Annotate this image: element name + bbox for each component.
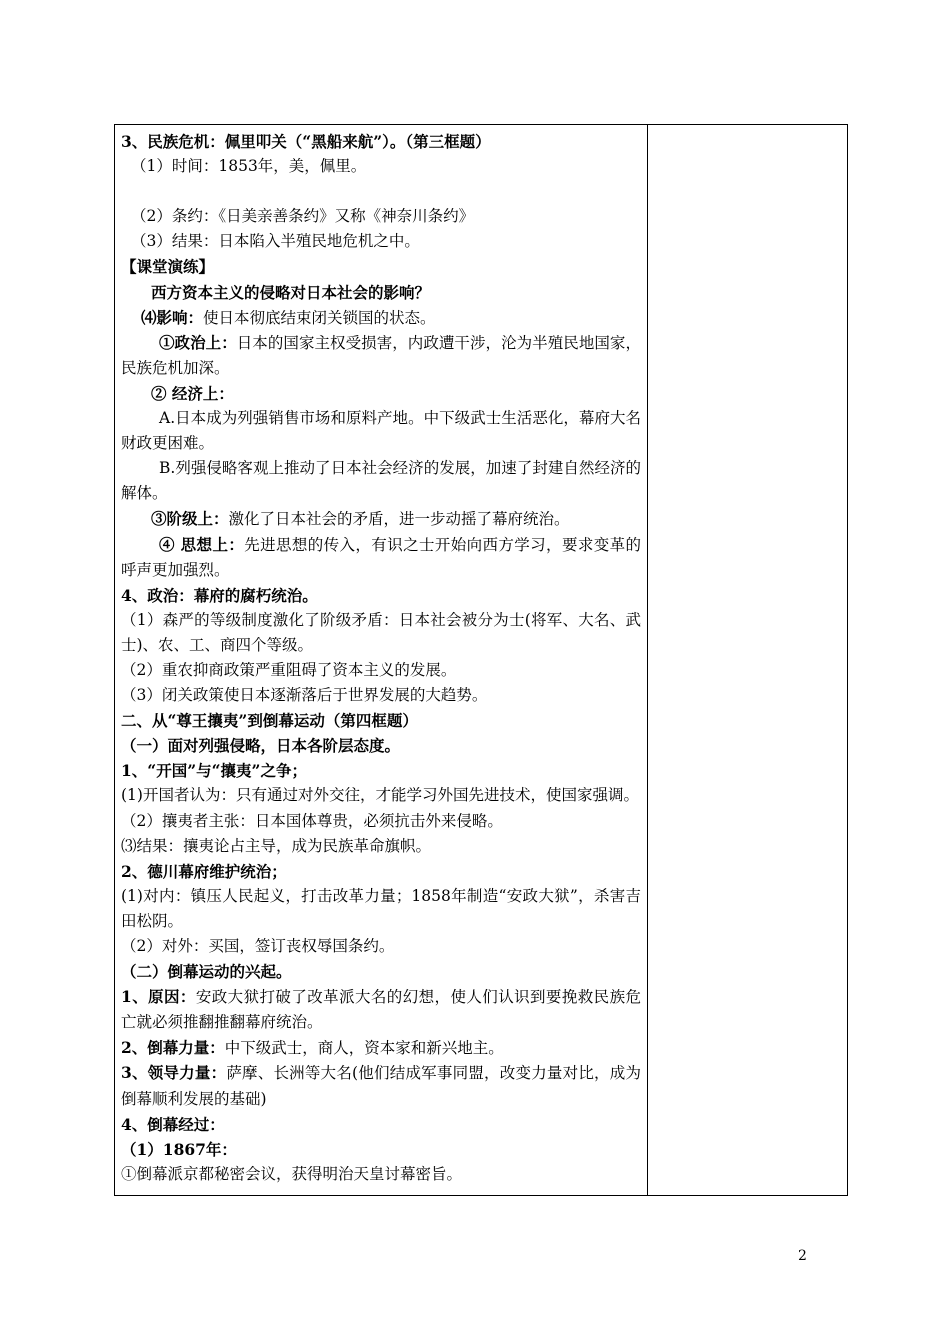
- text: 激化了日本社会的矛盾，进一步动摇了幕府统治。: [228, 510, 570, 529]
- subheading: 4、倒幕经过：: [121, 1114, 225, 1134]
- text: 使日本彻底结束闭关锁国的状态。: [203, 308, 436, 327]
- text-line: （2）攘夷者主张：日本国体尊贵，必须抗击外来侵略。: [121, 811, 503, 830]
- text-line: (1)开国者认为：只有通过对外交往，才能学习外国先进技术，使国家强调。: [121, 786, 639, 805]
- column-divider: [647, 125, 648, 1195]
- page-number: 2: [798, 1248, 807, 1264]
- notes-table: [114, 124, 848, 1196]
- text-line: [121, 506, 641, 531]
- text: 日本的国家主权受损害，内政遭干涉，沦为半殖民地国家，民族危机加深。: [121, 333, 641, 377]
- label: ①政治上：: [159, 332, 237, 352]
- label: ③阶级上：: [151, 509, 229, 529]
- text-line: （2）对外：买国，签订丧权辱国条约。: [121, 937, 395, 955]
- question-line: 西方资本主义的侵略对日本社会的影响？: [151, 282, 431, 302]
- subheading: 2、德川幕府维护统治；: [121, 861, 287, 881]
- text-line: [121, 305, 641, 330]
- text-line: ⑶结果：攘夷论占主导，成为民族革命旗帜。: [121, 836, 432, 855]
- label: ⑷影响：: [141, 307, 204, 327]
- text-line: [121, 330, 641, 381]
- section-heading: 3、民族危机：佩里叩关（“黑船来航”）。（第三框题）: [121, 132, 491, 151]
- exercise-heading: 【课堂演练】: [121, 257, 215, 277]
- text-line: （1）时间：1853年，美，佩里。: [131, 157, 367, 176]
- text-line: （2）条约：《日美亲善条约》又称《神奈川条约》: [131, 207, 475, 226]
- text-line: （3）闭关政策使日本逐渐落后于世界发展的大趋势。: [121, 686, 488, 705]
- text-line: （2）重农抑商政策严重阻碍了资本主义的发展。: [121, 660, 457, 679]
- section-heading: 二、从“尊王攘夷”到倒幕运动（第四框题）: [121, 711, 418, 731]
- label: ④ 思想上：: [159, 534, 245, 554]
- blank-line: [121, 179, 641, 204]
- text-line: (1)对内：镇压人民起义，打击改革力量；1858年制造“安政大狱”，杀害吉田松阴。: [121, 886, 641, 930]
- section-heading: 4、政治：幕府的腐朽统治。: [121, 585, 318, 605]
- text: 中下级武士，商人，资本家和新兴地主。: [224, 1039, 504, 1058]
- text-line: （1）森严的等级制度激化了阶级矛盾：日本社会被分为士(将军、大名、武士)、农、工、商四个等级。: [121, 610, 641, 654]
- subheading: 1、“开国”与“攘夷”之争；: [121, 761, 307, 781]
- text-line: [121, 1035, 641, 1060]
- subheading: （二）倒幕运动的兴起。: [121, 962, 292, 982]
- text: 安政大狱打破了改革派大名的幻想，使人们认识到要挽救民族危亡就必须推翻推翻幕府统治。: [121, 988, 641, 1032]
- label: 1、原因：: [121, 987, 196, 1007]
- subheading: （1）1867年：: [121, 1139, 237, 1159]
- label: 2、倒幕力量：: [121, 1038, 225, 1058]
- text-line: ①倒幕派京都秘密会议，获得明治天皇讨幕密旨。: [121, 1164, 463, 1183]
- text-line: [121, 1060, 641, 1111]
- text-line: A.日本成为列强销售市场和原料产地。中下级武士生活恶化，幕府大名财政更困难。: [121, 409, 641, 453]
- text-line: （3）结果：日本陷入半殖民地危机之中。: [131, 232, 420, 251]
- text: 萨摩、长洲等大名(他们结成军事同盟，改变力量对比，成为倒幕顺利发展的基础): [121, 1064, 641, 1108]
- text-line: [121, 532, 641, 583]
- text-line: [121, 984, 641, 1035]
- subheading: （一）面对列强侵略，日本各阶层态度。: [121, 736, 401, 756]
- text: 先进思想的传入，有识之士开始向西方学习，要求变革的呼声更加强烈。: [121, 535, 641, 579]
- notes-column: [121, 129, 641, 1187]
- label: 3、领导力量：: [121, 1063, 227, 1083]
- subheading: ② 经济上：: [151, 383, 234, 403]
- text-line: B.列强侵略客观上推动了日本社会经济的发展，加速了封建自然经济的解体。: [121, 459, 641, 503]
